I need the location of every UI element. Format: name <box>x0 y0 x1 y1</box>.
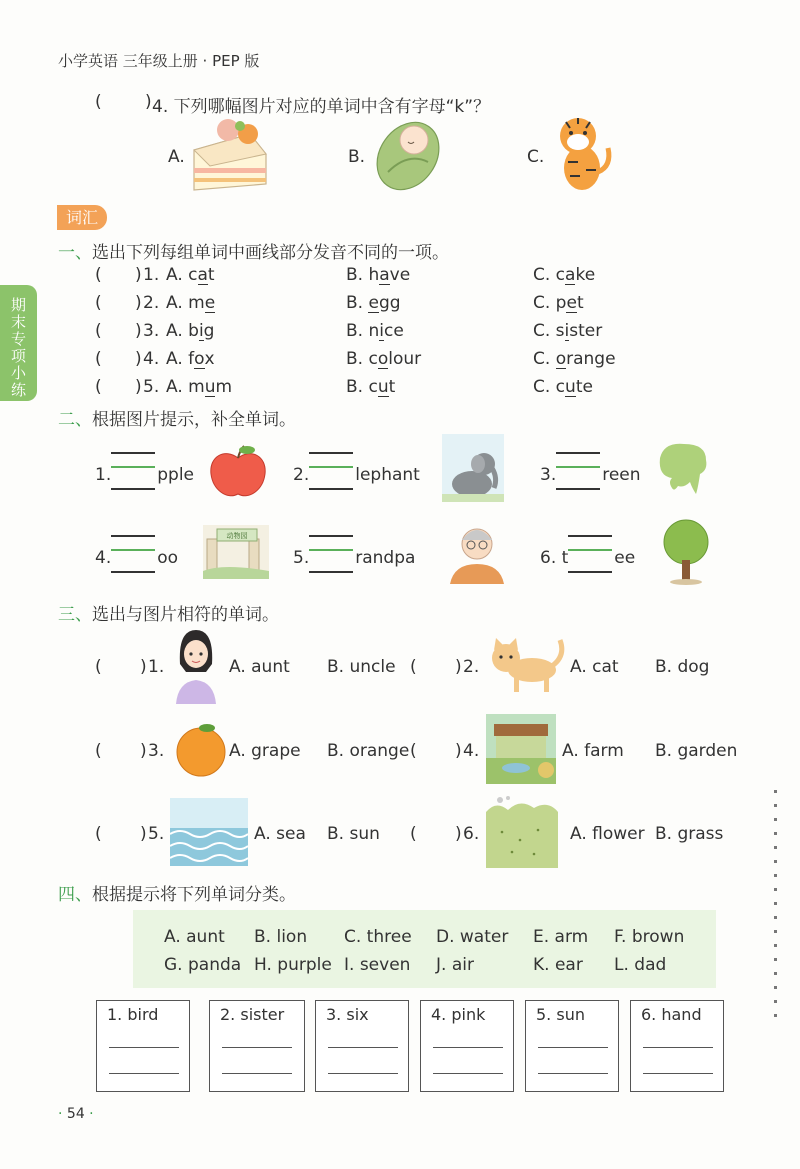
word-bank-item: I. seven <box>344 955 411 975</box>
option-text: t <box>207 265 215 285</box>
option-text: ce <box>383 321 404 341</box>
answer-line[interactable] <box>222 1073 292 1074</box>
sea-image <box>170 798 248 866</box>
underlined-letters: u <box>204 377 216 397</box>
word-bank-item: A. aunt <box>164 927 225 947</box>
option-text: g <box>203 321 215 341</box>
option-b <box>346 293 401 313</box>
section-3-number: 三、 <box>58 605 92 625</box>
option-a: A. grape <box>229 741 301 761</box>
option-a <box>166 377 232 397</box>
category-label: 1. bird <box>107 1005 159 1024</box>
baby-image <box>368 112 448 194</box>
option-b <box>346 321 404 341</box>
underlined-letters: o <box>555 349 567 369</box>
book-header: 小学英语 三年级上册 · PEP 版 <box>58 52 260 70</box>
item-prefix: 3. <box>540 465 557 485</box>
option-b <box>346 377 395 397</box>
option-text: ster <box>569 321 603 341</box>
cake-image <box>190 112 272 192</box>
fill-word-item <box>540 462 641 485</box>
option-text: B. <box>346 293 369 313</box>
section-2-heading <box>58 405 296 430</box>
section-2-title: 根据图片提示，补全单词。 <box>92 410 296 430</box>
letter-blank[interactable] <box>568 545 614 563</box>
answer-paren-close: ) <box>140 824 147 844</box>
underlined-letters: e <box>204 293 216 313</box>
underlined-letters: a <box>379 265 390 285</box>
fill-word-item <box>293 545 415 568</box>
category-box[interactable] <box>209 1000 305 1092</box>
tree-image <box>660 516 712 586</box>
question-number: 6. <box>463 824 480 844</box>
item-prefix: 1. <box>95 465 112 485</box>
letter-blank[interactable] <box>309 545 355 563</box>
fill-word-item <box>540 545 635 568</box>
option-a <box>166 321 214 341</box>
word-bank-item: H. purple <box>254 955 332 975</box>
section-4-number: 四、 <box>58 885 92 905</box>
zoo-sign-text: 动物园 <box>226 532 248 540</box>
option-text: t <box>576 293 584 313</box>
option-text: m <box>215 377 233 397</box>
question-number: 2. <box>463 657 480 677</box>
letter-blank[interactable] <box>309 462 355 480</box>
option-text: A. m <box>166 293 205 313</box>
answer-paren-open: ( <box>95 657 102 677</box>
fill-word-item <box>293 462 420 485</box>
answer-paren-open: ( <box>95 293 102 313</box>
word-bank-item: C. three <box>344 927 412 947</box>
answer-line[interactable] <box>433 1073 503 1074</box>
option-b <box>346 265 410 285</box>
underlined-letters: o <box>194 349 205 369</box>
section-3-title: 选出与图片相符的单词。 <box>92 605 279 625</box>
answer-paren-open: ( <box>410 824 417 844</box>
option-b-label: B. <box>348 147 366 167</box>
question-number: 1. <box>148 657 165 677</box>
option-b: B. dog <box>655 657 710 677</box>
answer-paren-open: ( <box>95 377 102 397</box>
green-paint-image <box>654 438 710 498</box>
category-box[interactable] <box>96 1000 190 1092</box>
letter-blank[interactable] <box>556 462 602 480</box>
answer-paren-close: ) <box>140 741 147 761</box>
question-number: 2. <box>143 293 160 313</box>
answer-paren-open: ( <box>95 824 102 844</box>
side-tab <box>0 285 37 401</box>
option-text: B. n <box>346 321 380 341</box>
word-bank-item: D. water <box>436 927 509 947</box>
section-1-title: 选出下列每组单词中画线部分发音不同的一项。 <box>92 243 449 263</box>
option-b <box>346 349 421 369</box>
answer-line[interactable] <box>328 1047 398 1048</box>
item-prefix: 5. <box>293 548 310 568</box>
section-1-heading <box>58 238 449 263</box>
option-text: te <box>575 377 593 397</box>
answer-paren-open: ( <box>410 741 417 761</box>
answer-line[interactable] <box>109 1073 179 1074</box>
aunt-image <box>168 624 224 704</box>
answer-paren-open: ( <box>95 349 102 369</box>
option-b: B. garden <box>655 741 738 761</box>
page-number: · 54 · <box>58 1106 94 1122</box>
underlined-letters: o <box>377 349 389 369</box>
category-box[interactable] <box>315 1000 409 1092</box>
page-number-text: 54 <box>66 1106 85 1122</box>
option-text: range <box>566 349 616 369</box>
section-3-heading <box>58 600 279 625</box>
answer-line[interactable] <box>538 1047 608 1048</box>
answer-paren-close: ) <box>140 657 147 677</box>
answer-line[interactable] <box>328 1073 398 1074</box>
question-number: 4. <box>143 349 160 369</box>
word-bank-item: L. dad <box>614 955 667 975</box>
option-text: A. c <box>166 265 198 285</box>
apple-image <box>207 444 269 500</box>
option-text: gg <box>378 293 401 313</box>
answer-paren-close: ) <box>455 741 462 761</box>
item-prefix: 4. <box>95 548 112 568</box>
question-number: 4. <box>463 741 480 761</box>
answer-paren-close: ) <box>455 657 462 677</box>
option-text: A. b <box>166 321 199 341</box>
item-prefix: 2. <box>293 465 310 485</box>
category-label: 3. six <box>326 1005 369 1024</box>
word-bank-item: B. lion <box>254 927 308 947</box>
underlined-letters: a <box>565 265 576 285</box>
word-bank-item: F. brown <box>614 927 685 947</box>
question-number: 3. <box>148 741 165 761</box>
option-b: B. grass <box>655 824 724 844</box>
underlined-letters: u <box>565 377 576 397</box>
question-number: 5. <box>143 377 160 397</box>
edge-dots <box>774 790 777 1020</box>
section-tag: 词汇 <box>57 205 107 230</box>
option-a: A. sea <box>254 824 306 844</box>
garden-image <box>486 714 556 784</box>
answer-paren-close: ) <box>135 293 142 313</box>
option-a <box>166 293 215 313</box>
answer-paren-open: ( <box>410 657 417 677</box>
answer-paren-close: ) <box>135 377 142 397</box>
option-a <box>166 265 215 285</box>
item-suffix: oo <box>157 548 179 568</box>
fill-word-item <box>95 545 178 568</box>
word-bank <box>133 910 716 988</box>
category-label: 5. sun <box>536 1005 585 1024</box>
answer-paren-open: ( <box>95 92 102 112</box>
letter-blank[interactable] <box>111 462 157 480</box>
option-a: A. farm <box>562 741 624 761</box>
option-c <box>533 265 595 285</box>
grass-image <box>486 794 558 868</box>
category-label: 6. hand <box>641 1005 702 1024</box>
answer-line[interactable] <box>538 1073 608 1074</box>
underlined-letters: e <box>368 293 379 313</box>
word-bank-item: E. arm <box>533 927 589 947</box>
grandpa-image <box>446 520 508 584</box>
answer-line[interactable] <box>109 1047 179 1048</box>
answer-paren-open: ( <box>95 321 102 341</box>
item-prefix: 6. t <box>540 548 569 568</box>
zoo-gate-image <box>203 525 269 579</box>
option-text: ve <box>389 265 411 285</box>
orange-image <box>173 722 229 778</box>
option-text: ke <box>575 265 596 285</box>
option-a: A. aunt <box>229 657 290 677</box>
cat-image <box>488 636 566 694</box>
option-a: A. flower <box>570 824 645 844</box>
fill-word-item <box>95 462 194 485</box>
answer-line[interactable] <box>222 1047 292 1048</box>
underlined-letters: i <box>198 321 204 341</box>
word-bank-item: G. panda <box>164 955 242 975</box>
option-c <box>533 321 602 341</box>
option-text: x <box>204 349 215 369</box>
item-suffix: pple <box>157 465 194 485</box>
option-c <box>533 377 593 397</box>
category-box[interactable] <box>420 1000 514 1092</box>
option-text: lour <box>388 349 422 369</box>
underlined-letters: u <box>377 377 389 397</box>
item-suffix: reen <box>602 465 641 485</box>
option-a <box>166 349 215 369</box>
option-text: A. f <box>166 349 195 369</box>
category-label: 2. sister <box>220 1005 285 1024</box>
answer-paren-close: ) <box>135 349 142 369</box>
question-stem: 4. 下列哪幅图片对应的单词中含有字母“k”？ <box>152 97 491 117</box>
item-suffix: randpa <box>355 548 416 568</box>
category-label: 4. pink <box>431 1005 486 1024</box>
option-text: C. c <box>533 265 566 285</box>
answer-paren-close: ) <box>135 321 142 341</box>
category-box[interactable] <box>525 1000 619 1092</box>
section-2-number: 二、 <box>58 410 92 430</box>
option-text: C. c <box>533 377 566 397</box>
answer-paren-close: ) <box>145 92 152 112</box>
option-b: B. uncle <box>327 657 396 677</box>
option-text: B. c <box>346 349 378 369</box>
underlined-letters: a <box>197 265 208 285</box>
answer-paren-close: ) <box>135 265 142 285</box>
option-text: A. m <box>166 377 205 397</box>
question-number: 5. <box>148 824 165 844</box>
section-4-title: 根据提示将下列单词分类。 <box>92 885 296 905</box>
option-text: B. c <box>346 377 378 397</box>
option-c-label: C. <box>527 147 545 167</box>
word-bank-item: J. air <box>436 955 474 975</box>
item-suffix: lephant <box>355 465 420 485</box>
answer-paren-open: ( <box>95 265 102 285</box>
word-bank-item: K. ear <box>533 955 583 975</box>
option-text: C. <box>533 349 556 369</box>
section-1-number: 一、 <box>58 243 92 263</box>
question-number: 1. <box>143 265 160 285</box>
section-4-heading <box>58 880 296 905</box>
underlined-letters: e <box>566 293 577 313</box>
tiger-image <box>546 112 616 194</box>
option-b: B. orange <box>327 741 410 761</box>
answer-line[interactable] <box>433 1047 503 1048</box>
underlined-letters: i <box>379 321 384 341</box>
option-text: B. h <box>346 265 380 285</box>
option-text: C. s <box>533 321 565 341</box>
option-text: t <box>388 377 396 397</box>
option-b: B. sun <box>327 824 380 844</box>
answer-paren-open: ( <box>95 741 102 761</box>
option-c <box>533 293 584 313</box>
option-text: C. p <box>533 293 567 313</box>
underlined-letters: i <box>564 321 570 341</box>
option-a-label: A. <box>168 147 185 167</box>
answer-line[interactable] <box>643 1047 713 1048</box>
item-suffix: ee <box>614 548 636 568</box>
category-box[interactable] <box>630 1000 724 1092</box>
option-a: A. cat <box>570 657 619 677</box>
side-tab-label: 期末专项小练 <box>10 296 26 399</box>
answer-line[interactable] <box>643 1073 713 1074</box>
question-number: 3. <box>143 321 160 341</box>
option-c <box>533 349 616 369</box>
elephant-image <box>442 434 504 502</box>
answer-paren-close: ) <box>455 824 462 844</box>
letter-blank[interactable] <box>111 545 157 563</box>
